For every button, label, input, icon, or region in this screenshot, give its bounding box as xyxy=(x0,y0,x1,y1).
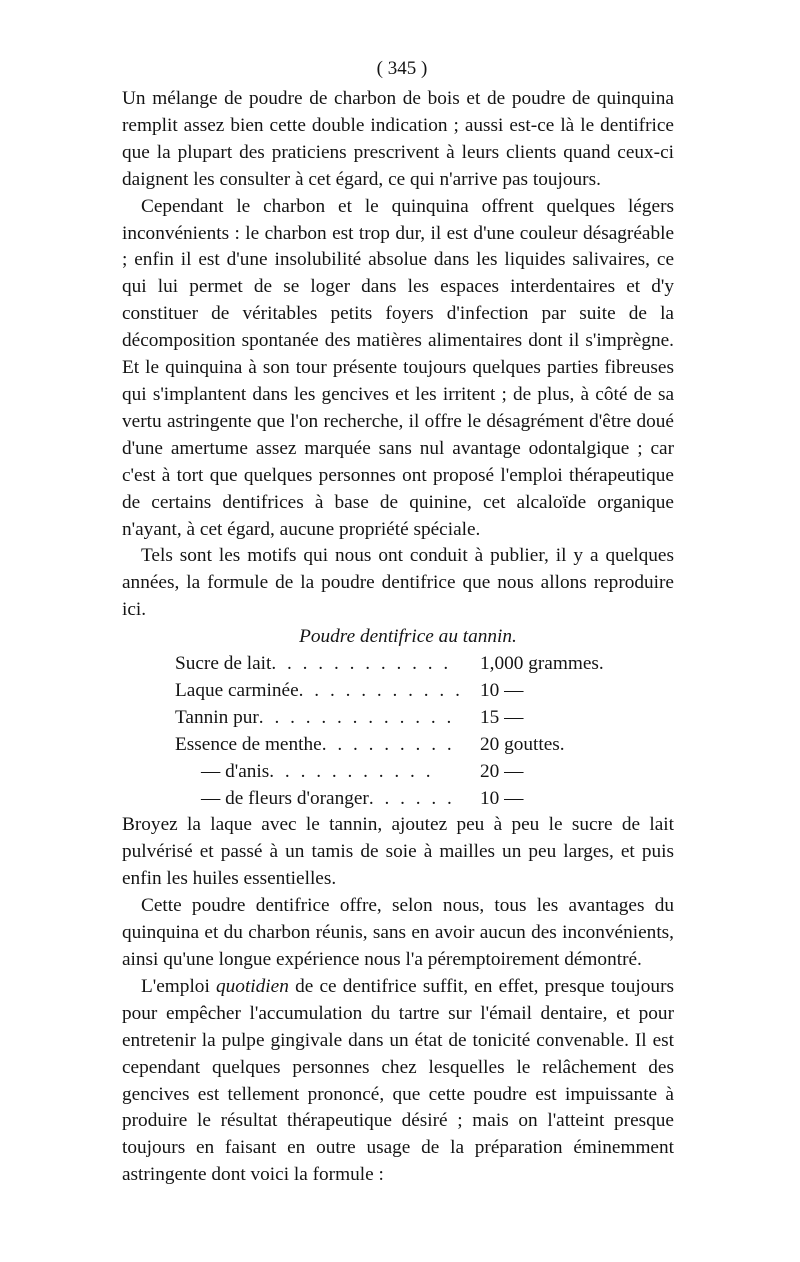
recipe-row xyxy=(175,705,635,732)
page-number: ( 345 ) xyxy=(376,58,428,79)
recipe-quantity: 10 — xyxy=(480,787,524,809)
recipe-row xyxy=(175,759,635,786)
recipe-ingredient: Tannin pur. . . . . . . . . . . . . xyxy=(175,706,455,728)
recipe-ingredient: Essence de menthe. . . . . . . . . xyxy=(175,733,455,755)
document-page xyxy=(122,56,674,1189)
recipe-row xyxy=(175,732,635,759)
recipe-row xyxy=(175,786,635,813)
recipe-quantity: 10 — xyxy=(480,679,524,701)
recipe-row xyxy=(175,678,635,705)
recipe-ingredient: — d'anis. . . . . . . . . . . xyxy=(201,760,434,782)
recipe-quantity: 1,000 grammes. xyxy=(480,653,604,675)
recipe-quantity: 20 gouttes. xyxy=(480,733,565,755)
recipe-ingredient: Sucre de lait. . . . . . . . . . . . xyxy=(175,653,452,675)
paragraph-inconvenients: Cependant le charbon et le quinquina offrent quelques légers inconvénients : le charbon est trop dur, il est d'une couleur désagréable ; enfin il est d'une insolubilité absolue dans les liquides salivaires, ce qui lui permet de se loger dans les espaces interdentaires et d'y constituer de véritables petits foyers d'infection par suite de la décomposition spontanée des matières alimentaires dont il s'imprègne. Et le quinquina à son tour présente toujours quelques parties fibreuses qui s'implantent dans les gencives et les irritent ; de plus, à côté de sa vertu astringente que l'on recherche, il offre le désagrément d'être doué d'une amertume assez marquée sans nul avantage odontalgique ; car c'est à tort que quelques personnes ont proposé l'emploi thérapeutique de certains dentifrices à base de quinine, cet alcaloïde organique n'ayant, à cet égard, aucune propriété spéciale. xyxy=(122,195,674,540)
recipe-table xyxy=(175,651,635,812)
recipe-ingredient: — de fleurs d'oranger. . . . . . xyxy=(201,787,455,809)
paragraph-charcoal-quinquina: Un mélange de poudre de charbon de bois et de poudre de quinquina remplit assez bien cette double indication ; aussi est-ce là le dentifrice que la plupart des praticiens prescrivent à leurs clients quand ceux-ci daignent les consulter à cet égard, ce qui n'arrive pas toujours. xyxy=(122,88,674,190)
paragraph-advantages: Cette poudre dentifrice offre, selon nous, tous les avantages du quinquina et du charbon réunis, sans en avoir aucun des inconvénients, ainsi qu'une longue expérience nous l'a péremptoirement démontré. xyxy=(122,895,674,970)
paragraph-motifs: Tels sont les motifs qui nous ont conduit à publier, il y a quelques années, la formule de la poudre dentifrice que nous allons reproduire ici. xyxy=(122,545,674,621)
paragraph-preparation: Broyez la laque avec le tannin, ajoutez peu à peu le sucre de lait pulvérisé et passé à un tamis de soie à mailles un peu larges, et puis enfin les huiles essentielles. xyxy=(122,814,674,890)
recipe-quantity: 20 — xyxy=(480,760,524,782)
recipe-title: Poudre dentifrice au tannin. xyxy=(299,626,517,648)
recipe-row xyxy=(175,651,635,678)
recipe-quantity: 15 — xyxy=(480,706,524,728)
recipe-ingredient: Laque carminée. . . . . . . . . . . xyxy=(175,679,463,701)
paragraph-daily-use: L'emploi quotidien de ce dentifrice suffit, en effet, presque toujours pour empêcher l'accumulation du tartre sur l'émail dentaire, et pour entretenir la pulpe gingivale dans un état de tonicité convenable. Il est cependant quelques personnes chez lesquelles le relâchement des gencives est tellement prononcé, que cette poudre est impuissante à produire le résultat thérapeutique désiré ; mais on l'atteint presque toujours en faisant en outre usage de la préparation éminemment astringente dont voici la formule : xyxy=(122,975,674,1186)
